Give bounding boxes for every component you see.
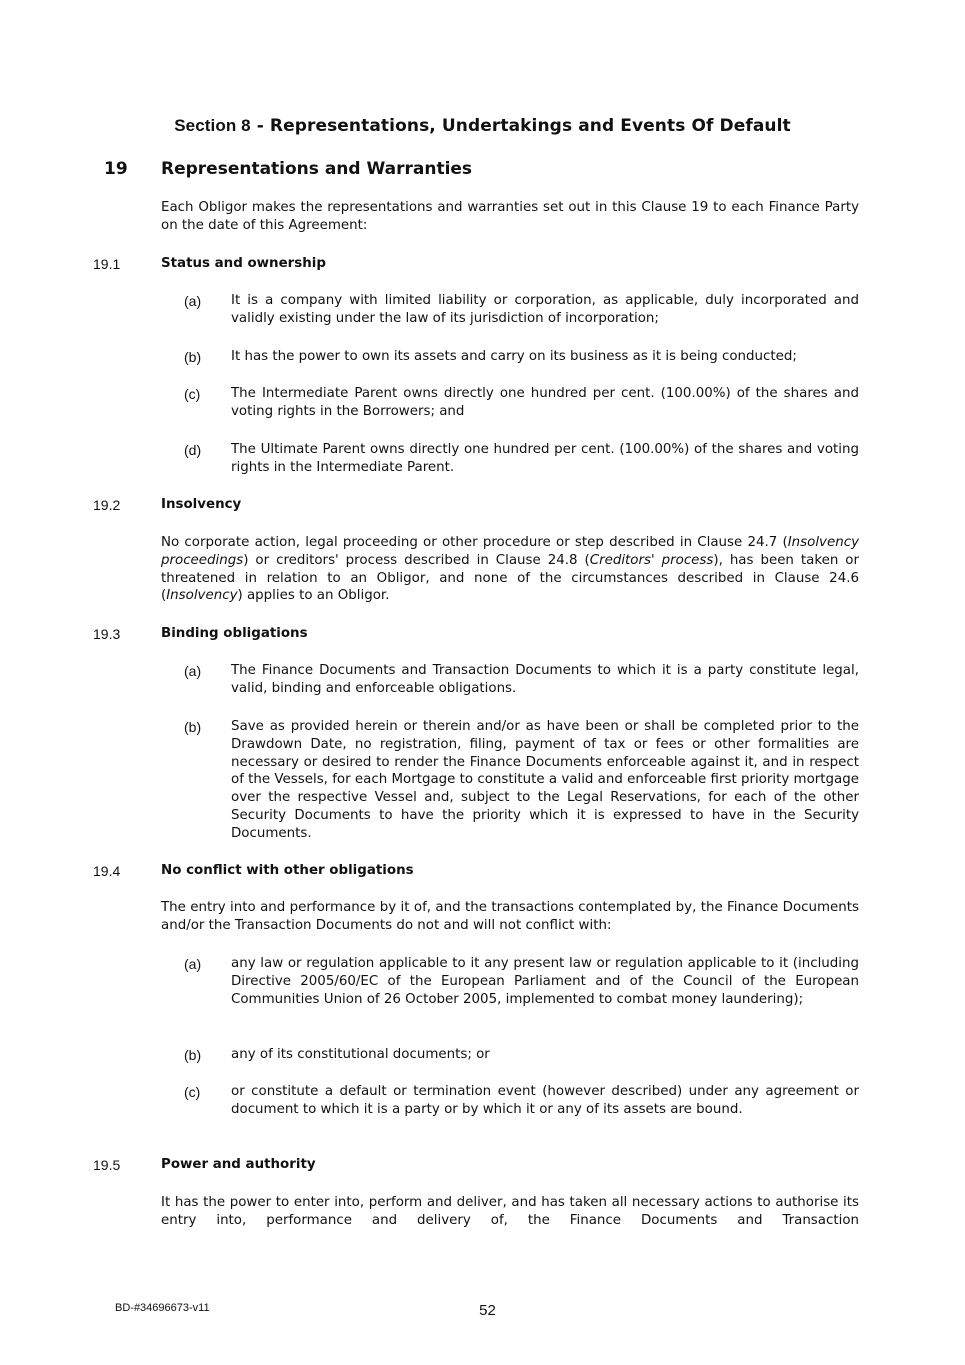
list-item: any of its constitutional documents; or	[231, 1047, 490, 1062]
clause-reference: Creditors' process	[589, 552, 714, 568]
section-heading	[0, 116, 965, 136]
clause-title: Representations and Warranties	[161, 159, 473, 179]
power-authority-paragraph: It has the power to enter into, perform and deliver, and has taken all necessary actions to authorise its entry into, performance and delivery of, the Finance Documents and Transaction	[161, 1195, 859, 1228]
clause-intro: Each Obligor makes the representations and warranties set out in this Clause 19 to each Finance Party on the date of this Agreement:	[161, 200, 859, 233]
subclause-number-19-3: 19.3	[93, 626, 121, 642]
text-run: ), has been taken or threatened in relation to an Obligor, and none of the circumstances described in Clause 24.6 (	[161, 552, 859, 604]
item-label: (b)	[184, 1047, 202, 1063]
list-item: any law or regulation applicable to it any present law or regulation applicable to it (including Directive 2005/60/EC of the European Parliament and of the Council of the European Communities Union of 26 October 2005, implemented to combat money laundering);	[231, 956, 859, 1007]
item-label: (b)	[184, 349, 202, 365]
subclause-title-19-3: Binding obligations	[161, 626, 308, 641]
list-item: Save as provided herein or therein and/or as have been or shall be completed prior to the Drawdown Date, no registration, filing, payment of tax or fees or other formalities are necessary or desired to render the Finance Documents enforceable against it, and in respect of the Vessels, for each Mortgage to constitute a valid and enforceable first priority mortgage over the respective Vessel and, subject to the Legal Reservations, for each of the other Security Documents to have the priority which it is expressed to have in the Security Documents.	[231, 719, 859, 841]
list-item: It is a company with limited liability or corporation, as applicable, duly incorporated and validly existing under the law of its jurisdiction of incorporation;	[231, 293, 859, 326]
text-run: ) or creditors' process described in Clause 24.8 (	[243, 552, 590, 568]
section-title: - Representations, Undertakings and Events Of Default	[250, 116, 791, 136]
list-item: or constitute a default or termination event (however described) under any agreement or document to which it is a party or by which it or any of its assets are bound.	[231, 1084, 859, 1117]
subclause-number-19-2: 19.2	[93, 497, 121, 513]
subclause-title-19-1: Status and ownership	[161, 256, 326, 271]
text-run: No corporate action, legal proceeding or other procedure or step described in Clause 24.7 (	[161, 535, 788, 550]
item-label: (a)	[184, 956, 202, 972]
subclause-title-19-4: No conflict with other obligations	[161, 863, 414, 878]
item-label: (a)	[184, 293, 202, 309]
subclause-number-19-5: 19.5	[93, 1157, 121, 1173]
subclause-number-19-4: 19.4	[93, 863, 121, 879]
clause-reference: Insolvency	[166, 588, 238, 604]
item-label: (a)	[184, 663, 202, 679]
document-reference: BD-#34696673-v11	[115, 1302, 210, 1314]
item-label: (b)	[184, 719, 202, 735]
subclause-title-19-2: Insolvency	[161, 497, 242, 512]
clause-reference: Insolvency proceedings	[161, 535, 859, 568]
list-item: The Intermediate Parent owns directly one hundred per cent. (100.00%) of the shares and voting rights in the Borrowers; and	[231, 386, 859, 419]
list-item: The Ultimate Parent owns directly one hundred per cent. (100.00%) of the shares and voting rights in the Intermediate Parent.	[231, 442, 859, 475]
subclause-number-19-1: 19.1	[93, 256, 121, 272]
subclause-title-19-5: Power and authority	[161, 1157, 316, 1172]
item-label: (c)	[184, 386, 201, 402]
list-item: The Finance Documents and Transaction Documents to which it is a party constitute legal, valid, binding and enforceable obligations.	[231, 663, 859, 696]
item-label: (d)	[184, 442, 202, 458]
section-number: Section 8	[174, 116, 251, 135]
clause-number: 19	[104, 159, 128, 179]
page-number: 52	[479, 1302, 496, 1319]
list-item: It has the power to own its assets and carry on its business as it is being conducted;	[231, 349, 797, 364]
insolvency-paragraph	[161, 534, 859, 605]
no-conflict-intro: The entry into and performance by it of, and the transactions contemplated by, the Finance Documents and/or the Transaction Documents do not and will not conflict with:	[161, 900, 859, 933]
text-run: ) applies to an Obligor.	[237, 588, 390, 604]
item-label: (c)	[184, 1084, 201, 1100]
